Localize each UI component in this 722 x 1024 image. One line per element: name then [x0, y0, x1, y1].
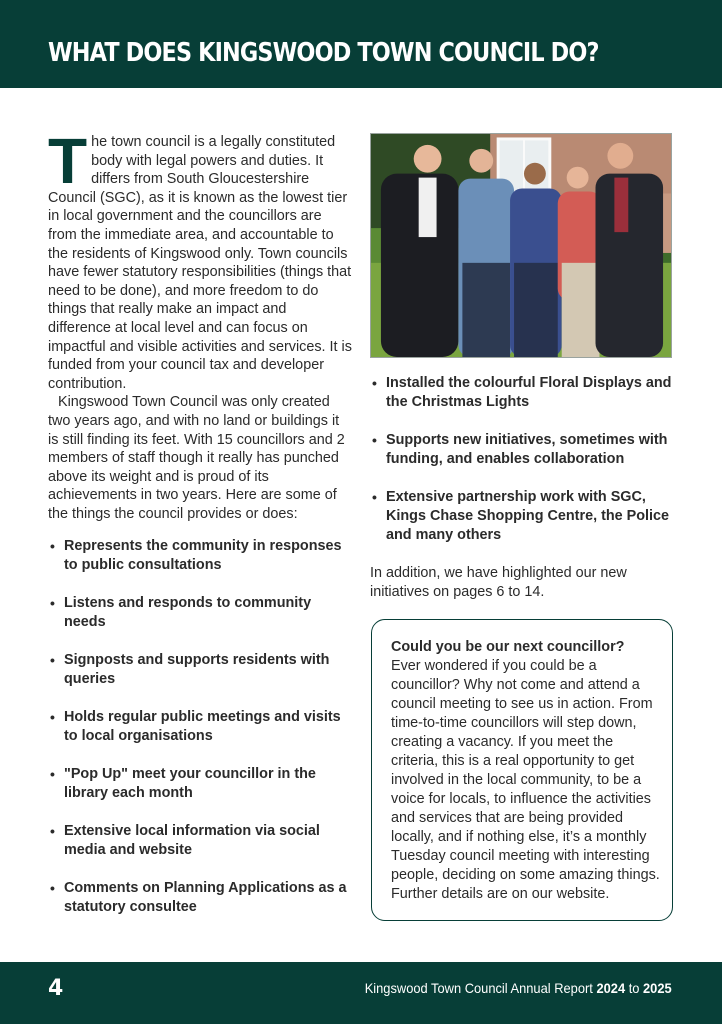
councillor-callout-box	[371, 619, 673, 921]
callout-body: Ever wondered if you could be a councillor? Why not come and attend a council meeting to see us in action. From time-to-time councillors will step down, creating a vacancy. If you meet the criteria, this is a real opportunity to get involved in the local community, to be a voice for locals, to influence the activities and services that are being provided locally, and if nothing else, it’s a monthly Tuesday council meeting with interesting people, deciding on some amazing things. Further details are on our website.	[391, 658, 660, 902]
bullet-icon: •	[50, 880, 55, 897]
list-item: • "Pop Up" meet your councillor in the library each month	[50, 766, 316, 802]
list-item: • Extensive partnership work with SGC, Kings Chase Shopping Centre, the Police and many others	[372, 489, 670, 543]
list-item: • Holds regular public meetings and visits to local organisations	[50, 709, 341, 745]
bullet-icon: •	[50, 766, 55, 783]
intro-paragraph-2: Kingswood Town Council was only created two years ago, and with no land or buildings it is still finding its feet. With 15 councillors and 2 members of staff though it really has punched above its weight and is proud of its achievements in two years. Here are some of the things the council provides or does:	[48, 394, 345, 522]
page-number: 4	[48, 976, 64, 1001]
list-item: • Listens and responds to community needs	[50, 595, 312, 631]
page-title: WHAT DOES KINGSWOOD TOWN COUNCIL DO?	[48, 38, 599, 68]
additional-services-list	[370, 374, 672, 545]
bullet-icon: •	[372, 489, 377, 505]
councillors-group-photo	[370, 133, 672, 358]
bullet-icon: •	[372, 375, 377, 391]
right-column	[370, 133, 672, 601]
intro-paragraph-1: The town council is a legally constituted body with legal powers and duties. It differs from South Gloucestershire Council (SGC), as it is known as the lowest tier in local government and the councillors are from the immediate area, and accountable to the residents of Kingswood only. Town councils have fewer statutory responsibilities (things that need to be done), and more freedom to do things that really make an impact and difference at local level and can focus on impactful and visible activities and services. It is funded from your council tax and developer contribution.	[48, 125, 352, 392]
callout-title: Could you be our next councillor?	[391, 639, 625, 655]
drop-cap: T	[48, 125, 88, 197]
addition-note: In addition, we have highlighted our new initiatives on pages 6 to 14.	[370, 565, 627, 600]
list-item: • Installed the colourful Floral Displays and the Christmas Lights	[372, 375, 672, 410]
bullet-icon: •	[50, 652, 55, 669]
intro-text	[48, 125, 353, 523]
list-item: • Supports new initiatives, sometimes with funding, and enables collaboration	[372, 432, 668, 467]
bullet-icon: •	[50, 709, 55, 726]
list-item: • Comments on Planning Applications as a statutory consultee	[50, 880, 347, 916]
footer-report-title: Kingswood Town Council Annual Report 2024 to 2025	[365, 980, 672, 996]
bullet-icon: •	[50, 595, 55, 612]
bullet-icon: •	[50, 538, 55, 555]
list-item: • Extensive local information via social media and website	[50, 823, 320, 859]
footer-bar	[0, 962, 722, 1024]
bullet-icon: •	[372, 432, 377, 448]
left-column	[48, 125, 353, 936]
list-item: • Represents the community in responses to public consultations	[50, 538, 342, 574]
services-list	[48, 537, 353, 917]
bullet-icon: •	[50, 823, 55, 840]
list-item: • Signposts and supports residents with queries	[50, 652, 330, 688]
header-bar	[0, 0, 722, 88]
